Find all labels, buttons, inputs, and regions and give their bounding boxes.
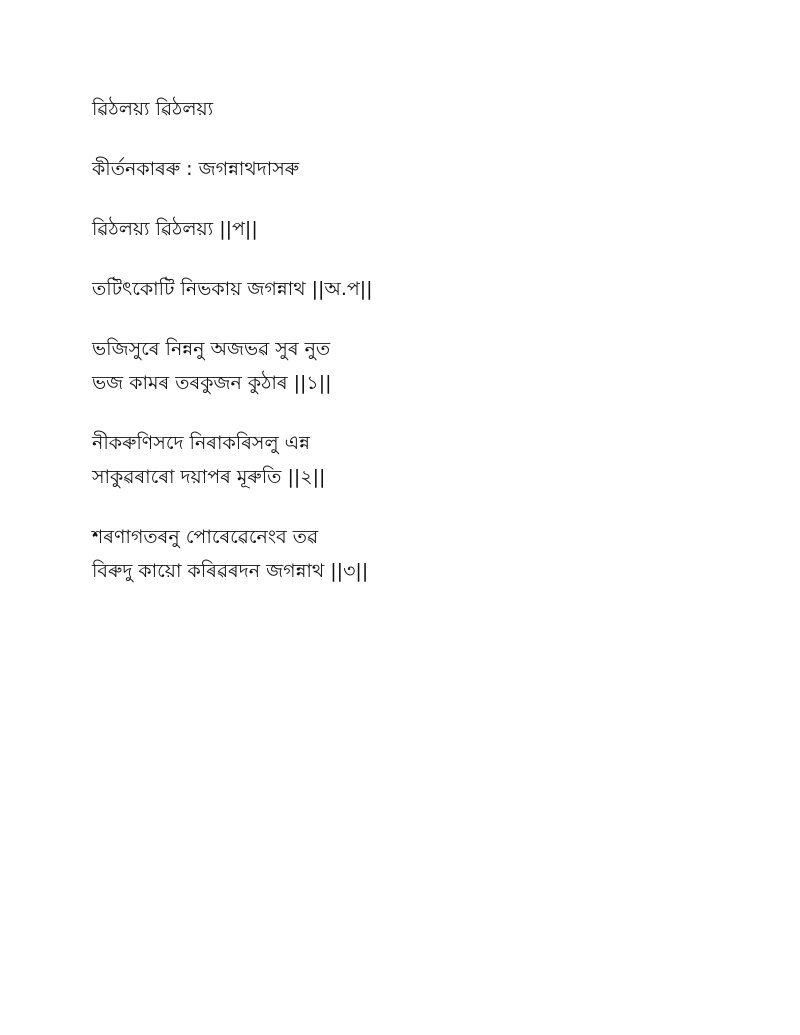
stanza-1 (92, 332, 732, 400)
pallavi-block (92, 212, 732, 246)
stanza-1-line-2: ভজ কামৰ তৰকুজন কুঠাৰ ||১|| (92, 372, 332, 394)
anupallavi-block (92, 272, 732, 306)
stanza-2-line-2: সাকুৱৰাৰো দয়াপৰ মূৰুতি ||২|| (92, 466, 326, 488)
pallavi-line: ৱিঠলয়্য ৱিঠলয়্য ||প|| (92, 218, 258, 240)
stanza-3-line-1: শৰণাগতৰনু পোৰেৱেনেংব তৱ (92, 526, 319, 548)
stanza-3 (92, 520, 732, 588)
stanza-2 (92, 426, 732, 494)
composer-line: কীর্তনকাৰৰু : জগন্নাথদাসৰু (92, 158, 300, 180)
stanza-1-line-1: ভজিসুৰে নিন্ননু অজভৱ সুৰ নুত (92, 338, 331, 360)
song-title: ৱিঠলয়্য ৱিঠলয়্য (92, 98, 214, 120)
document-body (92, 92, 732, 614)
stanza-3-line-2: বিৰুদু কায়ো কৰিৱৰদন জগন্নাথ ||৩|| (92, 560, 369, 582)
title-block (92, 92, 732, 126)
anupallavi-line: তটিৎকোটি নিভকায় জগন্নাথ ||অ.প|| (92, 278, 373, 300)
composer-block (92, 152, 732, 186)
stanza-2-line-1: নীকৰুণিসদে নিৰাকৰিসলু এন্ন (92, 432, 310, 454)
